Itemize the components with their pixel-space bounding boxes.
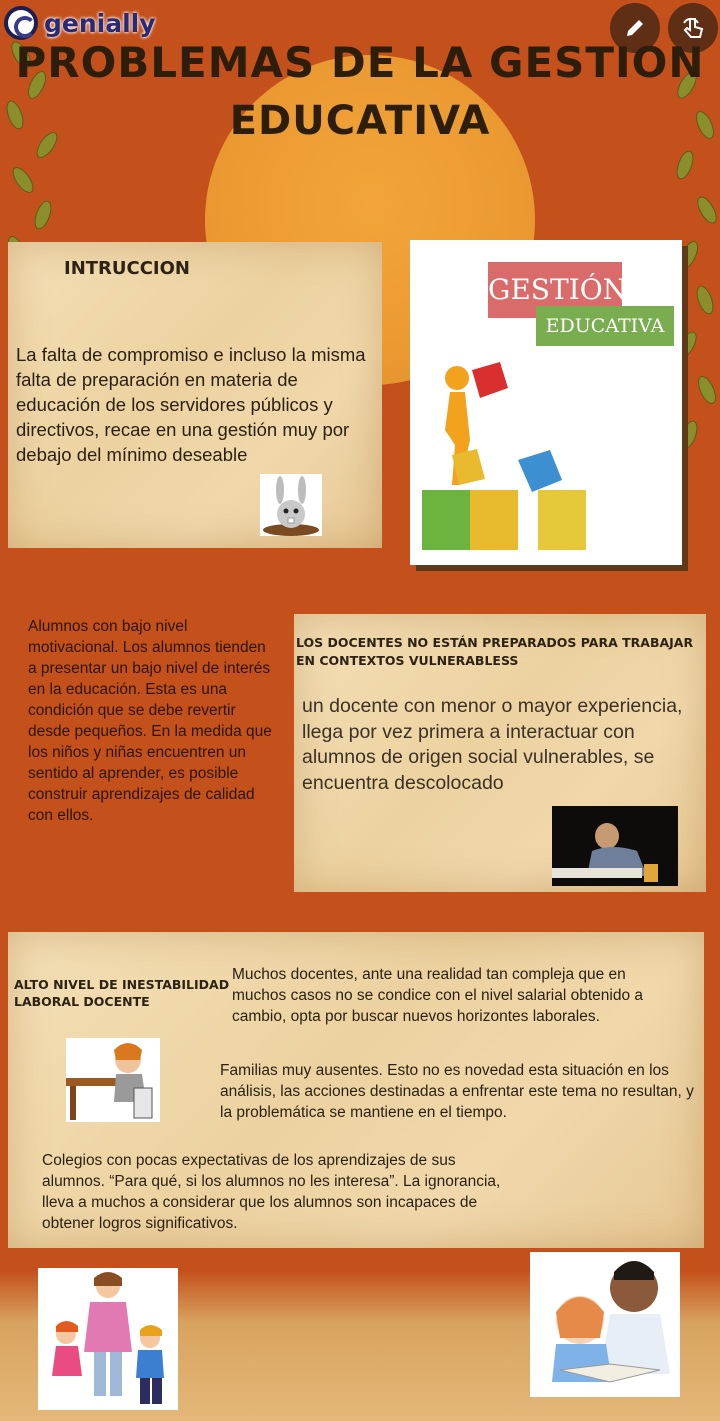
intro-card xyxy=(8,242,382,548)
puzzle-figure-illustration xyxy=(410,350,682,565)
genially-logo-icon xyxy=(4,6,38,40)
docentes-card xyxy=(294,614,706,892)
inestabilidad-heading: ALTO NIVEL DE INESTABILIDAD LABORAL DOCENTE xyxy=(14,977,230,1009)
gestion-educativa-image xyxy=(410,240,682,565)
inestabilidad-text1: Muchos docentes, ante una realidad tan compleja que en muchos casos no se condice con el nivel salarial obtenido a cambio, opta por buscar nuevos horizontes laborales. xyxy=(232,966,643,1025)
genially-logo[interactable] xyxy=(4,6,156,40)
intro-text: La falta de compromiso e incluso la misma falta de preparación en materia de educación de los servidores públicos y directivos, recae en una gestión muy por debajo del mínimo deseable xyxy=(16,344,366,465)
pencil-icon xyxy=(623,16,647,40)
page-title-line2: EDUCATIVA xyxy=(229,98,491,144)
tired-teacher-image xyxy=(552,806,678,886)
docentes-text: un docente con menor o mayor experiencia, llega por vez primera a interactuar con alumnos de origen social vulnerables, se encuentra descolocado xyxy=(302,695,683,794)
docentes-heading: LOS DOCENTES NO ESTÁN PREPARADOS PARA TRABAJAR EN CONTEXTOS VULNERABLESS xyxy=(296,635,694,668)
inestabilidad-text3: Colegios con pocas expectativas de los aprendizajes de sus alumnos. “Para qué, si los alumnos no les interesa”. La ignorancia, lleva a muchos a considerar que los alumnos son incapaces de obtener logros significativos. xyxy=(42,1152,501,1232)
worried-student-image xyxy=(66,1038,160,1122)
motivation-text: Alumnos con bajo nivel motivacional. Los alumnos tienden a presentar un bajo nivel de interés en la educación. Esta es una condición que se debe revertir desde pequeños. En la medida que los niños y niñas encuentren un sentido al aprender, es posible construir aprendizajes de calidad con ellos. xyxy=(28,618,272,824)
intro-heading: INTRUCCION xyxy=(64,258,190,279)
inestabilidad-text2: Familias muy ausentes. Esto no es novedad esta situación en los análisis, las acciones destinadas a enfrentar este tema no resultan, y la problemática se mantiene en el tiempo. xyxy=(220,1062,694,1121)
logo-text: genially xyxy=(44,8,156,38)
reading-kids-image xyxy=(530,1252,680,1397)
bunny-image xyxy=(260,474,322,536)
inestabilidad-card xyxy=(8,932,704,1248)
page-title-line1: PROBLEMAS DE LA GESTION xyxy=(15,38,705,87)
educativa-label: EDUCATIVA xyxy=(545,315,665,337)
educativa-label-box xyxy=(536,306,674,346)
family-image xyxy=(38,1268,178,1410)
gestion-label: GESTIÓN xyxy=(488,273,628,306)
